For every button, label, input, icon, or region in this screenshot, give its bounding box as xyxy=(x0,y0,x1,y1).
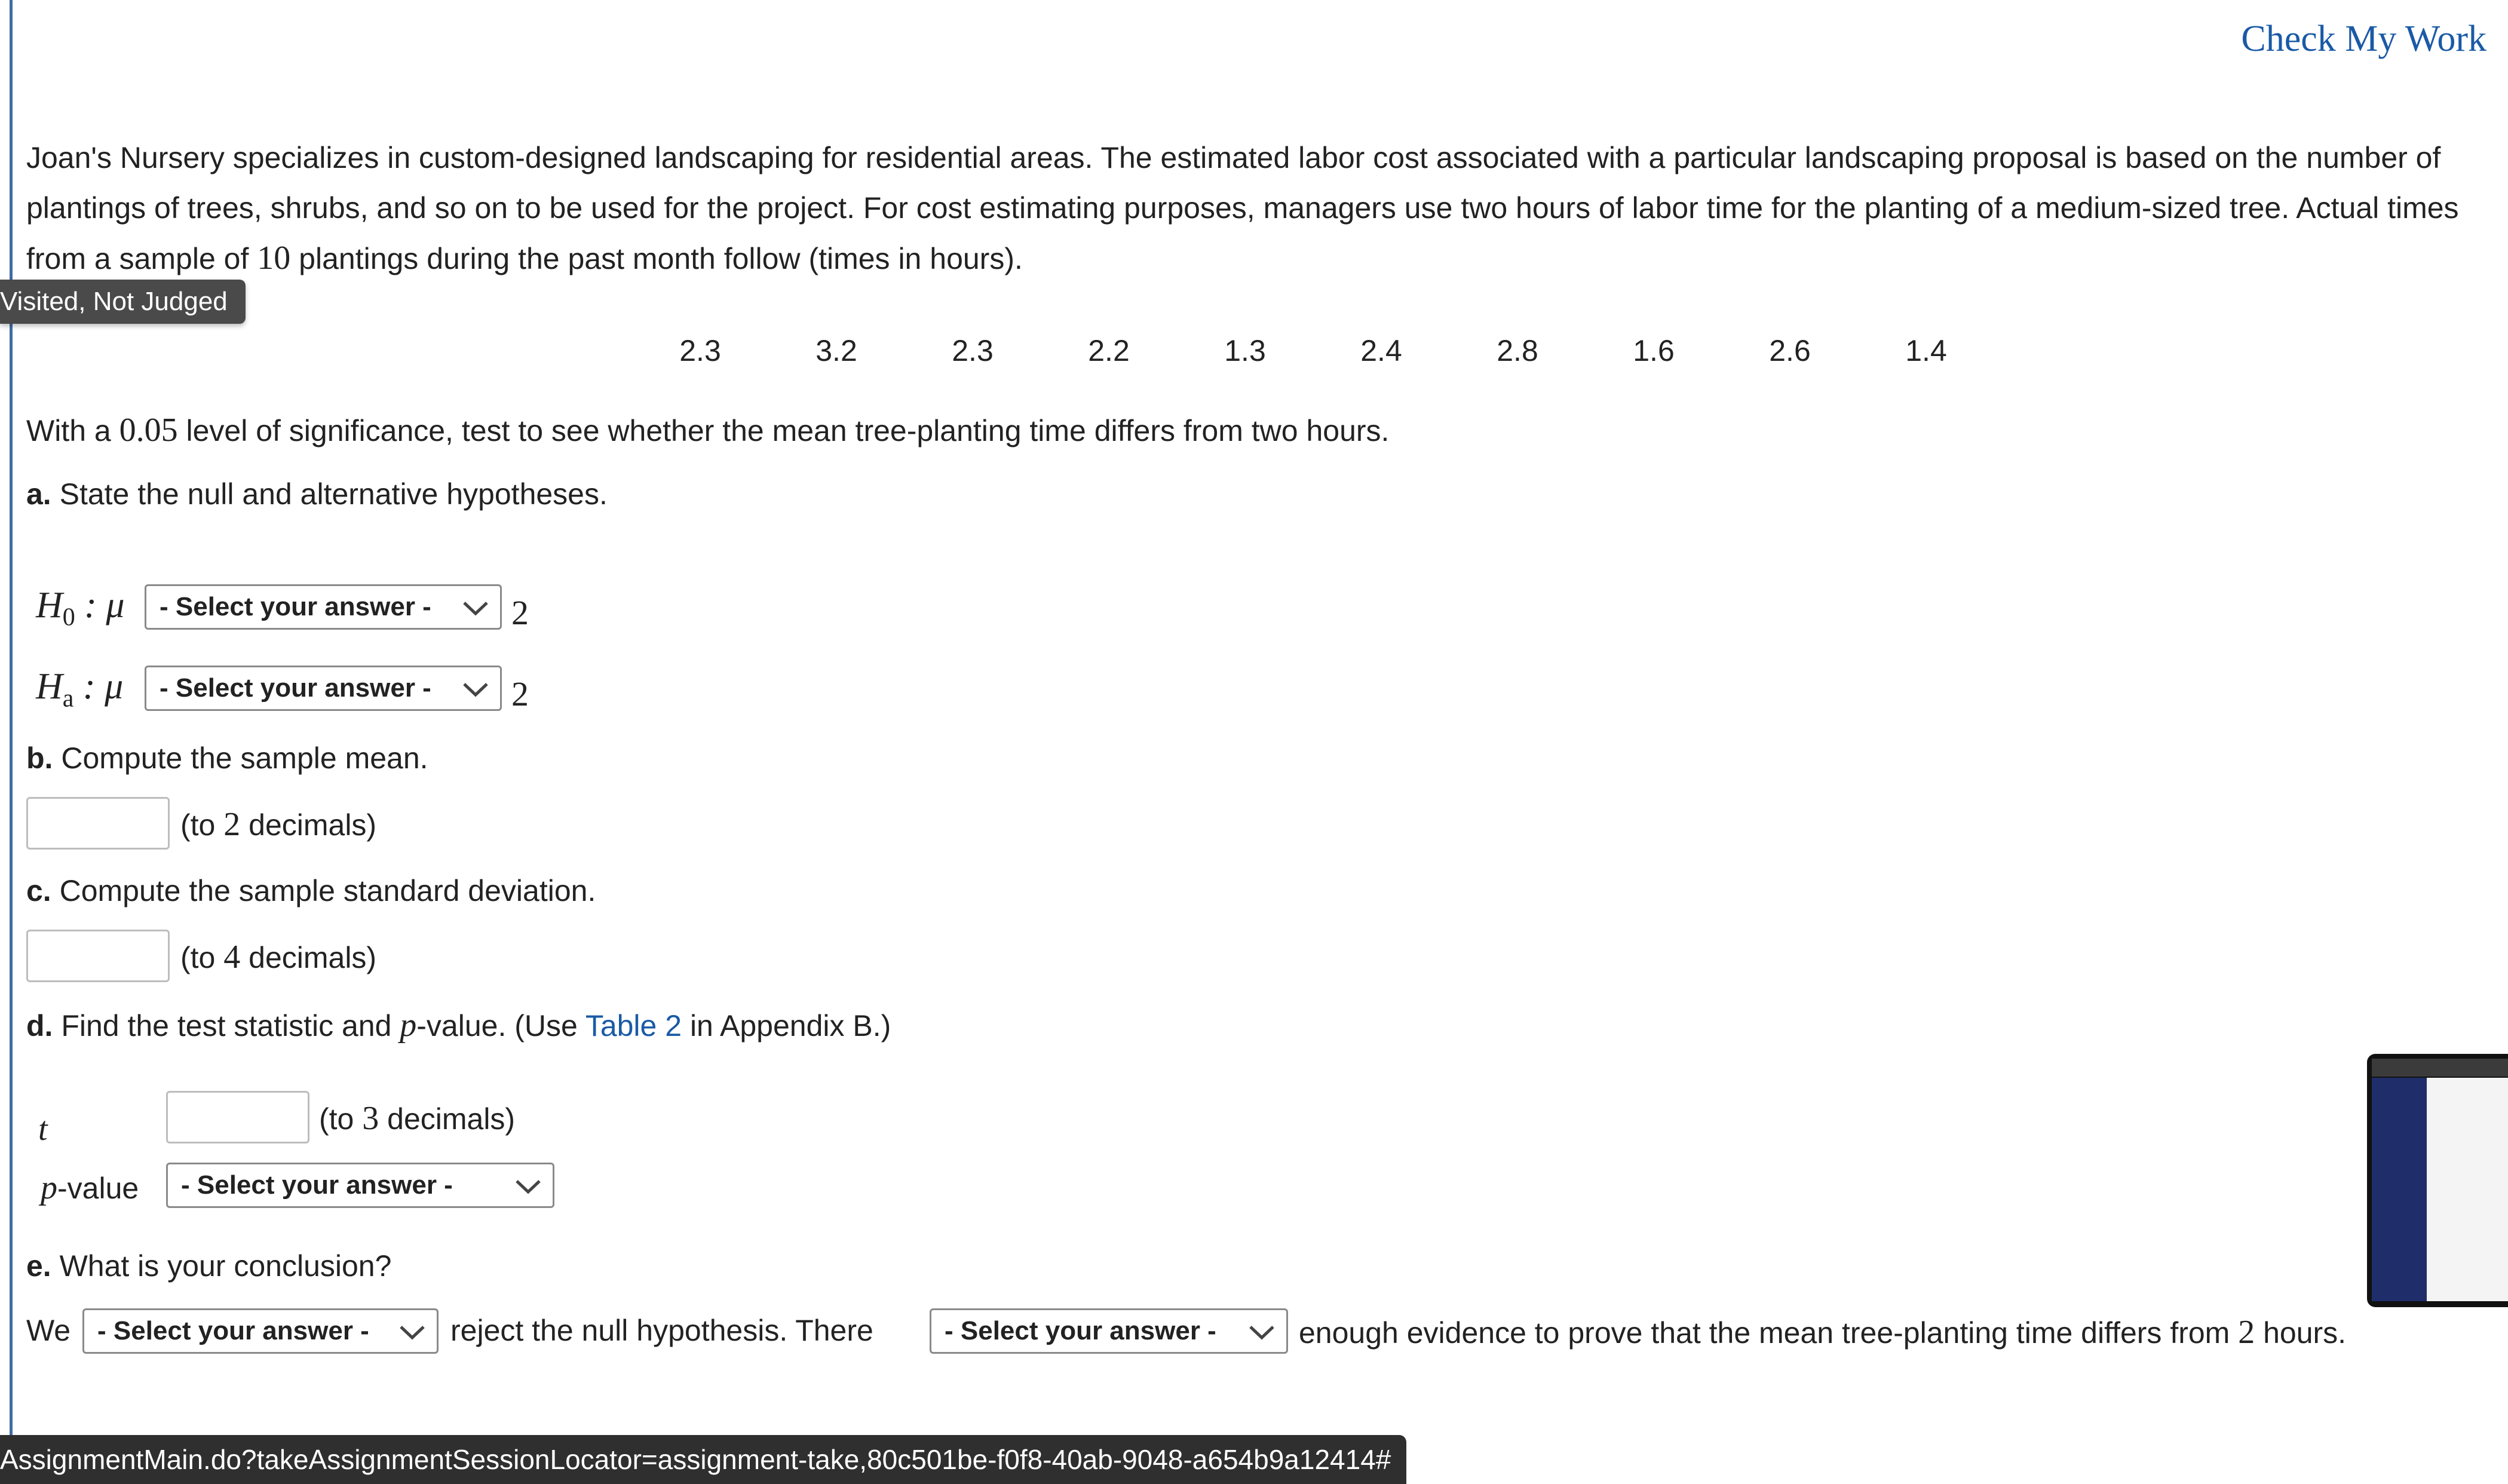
problem-statement xyxy=(26,133,2494,284)
h0-subscript: 0 xyxy=(62,603,75,631)
test-statistic-hint xyxy=(319,1099,515,1137)
significance-alpha: 0.05 xyxy=(119,412,178,449)
chevron-down-icon xyxy=(1246,1314,1278,1350)
conclusion-end-after: hours. xyxy=(2255,1316,2347,1350)
conclusion-end-before: enough evidence to prove that the mean tree-planting time differs from xyxy=(1299,1316,2239,1350)
part-e-prompt xyxy=(26,1249,391,1283)
p-symbol: p xyxy=(400,1007,417,1044)
part-a-letter: a. xyxy=(26,477,51,511)
part-c-prompt xyxy=(26,873,596,908)
status-tag xyxy=(0,280,246,324)
part-b-text: Compute the sample mean. xyxy=(53,741,428,775)
chevron-down-icon xyxy=(459,671,492,707)
sample-size: 10 xyxy=(257,240,291,277)
part-c-text: Compute the sample standard deviation. xyxy=(51,874,596,907)
alt-hypothesis-label xyxy=(36,666,123,713)
hint-before: (to xyxy=(319,1102,363,1136)
part-a-prompt xyxy=(26,477,608,511)
data-value: 2.3 xyxy=(952,334,994,367)
part-b-prompt xyxy=(26,741,428,775)
thumbnail-sidebar xyxy=(2372,1078,2427,1301)
part-e-letter: e. xyxy=(26,1249,51,1283)
data-values-row xyxy=(0,333,2508,375)
p-value-text: -value xyxy=(57,1172,139,1205)
hint-decimals: 2 xyxy=(223,806,241,843)
ha-value: 2 xyxy=(511,674,529,713)
data-value: 2.2 xyxy=(1088,334,1130,367)
data-value: 2.4 xyxy=(1360,334,1402,367)
sample-std-input[interactable] xyxy=(26,930,170,982)
part-d-prompt xyxy=(26,1006,891,1044)
data-value: 1.3 xyxy=(1224,334,1266,367)
hint-decimals: 3 xyxy=(362,1100,379,1137)
data-value: 1.4 xyxy=(1905,334,1947,367)
status-url-bar xyxy=(0,1435,1406,1484)
status-tag-text: Visited, Not Judged xyxy=(0,287,228,316)
conclusion-mid-text: reject the null hypothesis. There xyxy=(450,1314,873,1347)
conclusion-hours-value: 2 xyxy=(2238,1314,2255,1351)
alt-hypothesis-select-value: - Select your answer - xyxy=(160,673,431,703)
ha-symbol: H xyxy=(36,666,63,707)
left-border xyxy=(10,0,13,1484)
h0-value: 2 xyxy=(511,593,529,632)
data-value: 2.8 xyxy=(1497,334,1538,367)
hint-before: (to xyxy=(180,941,224,974)
conclusion-reject-select[interactable] xyxy=(82,1308,439,1354)
p-symbol: p xyxy=(41,1169,57,1206)
t-label: t xyxy=(38,1111,48,1148)
data-value: 2.6 xyxy=(1769,334,1811,367)
conclusion-evidence-select-value: - Select your answer - xyxy=(945,1316,1216,1345)
chevron-down-icon xyxy=(459,590,492,626)
ha-subscript: a xyxy=(62,685,74,713)
data-value: 3.2 xyxy=(815,334,857,367)
alt-hypothesis-select[interactable] xyxy=(145,666,502,711)
part-a-text: State the null and alternative hypotheses. xyxy=(51,477,608,511)
h0-mu: : μ xyxy=(75,585,125,626)
null-hypothesis-label xyxy=(36,584,125,631)
problem-text-1: Joan's Nursery specializes in custom-designed landscaping for residential areas. The estimated labor cost associated with a particular landscaping proposal is based on the number of plantings of trees, shrubs, and so on to be used for the project. For cost estimating purposes, managers use two hours of labor time for the planting of a medium-sized tree. Actual times from a sample of xyxy=(26,141,2459,275)
conclusion-reject-select-value: - Select your answer - xyxy=(97,1316,369,1345)
table-2-link[interactable]: Table 2 xyxy=(585,1009,682,1043)
window-thumbnail[interactable] xyxy=(2367,1054,2508,1307)
sample-mean-hint xyxy=(180,805,376,844)
thumbnail-tabbar xyxy=(2372,1059,2508,1077)
check-my-work-link[interactable]: Check My Work xyxy=(2241,19,2486,59)
p-value-label xyxy=(41,1169,139,1207)
part-c-letter: c. xyxy=(26,874,51,907)
null-hypothesis-select-value: - Select your answer - xyxy=(160,592,431,621)
significance-before: With a xyxy=(26,414,119,447)
conclusion-evidence-select[interactable] xyxy=(930,1308,1288,1354)
sample-std-hint xyxy=(180,938,376,976)
data-value: 1.6 xyxy=(1633,334,1675,367)
h0-symbol: H xyxy=(36,585,63,626)
problem-text-2: plantings during the past month follow (times in hours). xyxy=(290,242,1023,275)
part-d-text-mid: -value. (Use xyxy=(416,1009,585,1043)
ha-mu: : μ xyxy=(73,666,124,707)
part-d-text-before: Find the test statistic and xyxy=(53,1009,400,1043)
hint-after: decimals) xyxy=(240,808,377,842)
p-value-select[interactable] xyxy=(166,1163,554,1208)
part-e-text: What is your conclusion? xyxy=(51,1249,392,1283)
hint-decimals: 4 xyxy=(223,939,241,976)
conclusion-we: We xyxy=(26,1314,71,1347)
significance-after: level of significance, test to see whether the mean tree-planting time differs from two hours. xyxy=(177,414,1390,447)
thumbnail-content xyxy=(2427,1078,2508,1301)
p-value-select-value: - Select your answer - xyxy=(181,1170,453,1200)
hint-before: (to xyxy=(180,808,224,842)
part-d-letter: d. xyxy=(26,1009,53,1043)
part-b-letter: b. xyxy=(26,741,53,775)
data-value: 2.3 xyxy=(679,334,721,367)
hint-after: decimals) xyxy=(379,1102,516,1136)
part-d-text-after: in Appendix B.) xyxy=(682,1009,891,1043)
null-hypothesis-select[interactable] xyxy=(145,584,502,630)
significance-text xyxy=(26,411,1389,449)
conclusion-end-text xyxy=(1299,1313,2346,1351)
chevron-down-icon xyxy=(512,1168,544,1204)
sample-mean-input[interactable] xyxy=(26,797,170,850)
status-url-text: AssignmentMain.do?takeAssignmentSessionLocator=assignment-take,80c501be-f0f8-40ab-9048-a654b9a12414# xyxy=(0,1444,1391,1475)
test-statistic-input[interactable] xyxy=(166,1091,309,1143)
chevron-down-icon xyxy=(396,1314,428,1350)
hint-after: decimals) xyxy=(240,941,377,974)
